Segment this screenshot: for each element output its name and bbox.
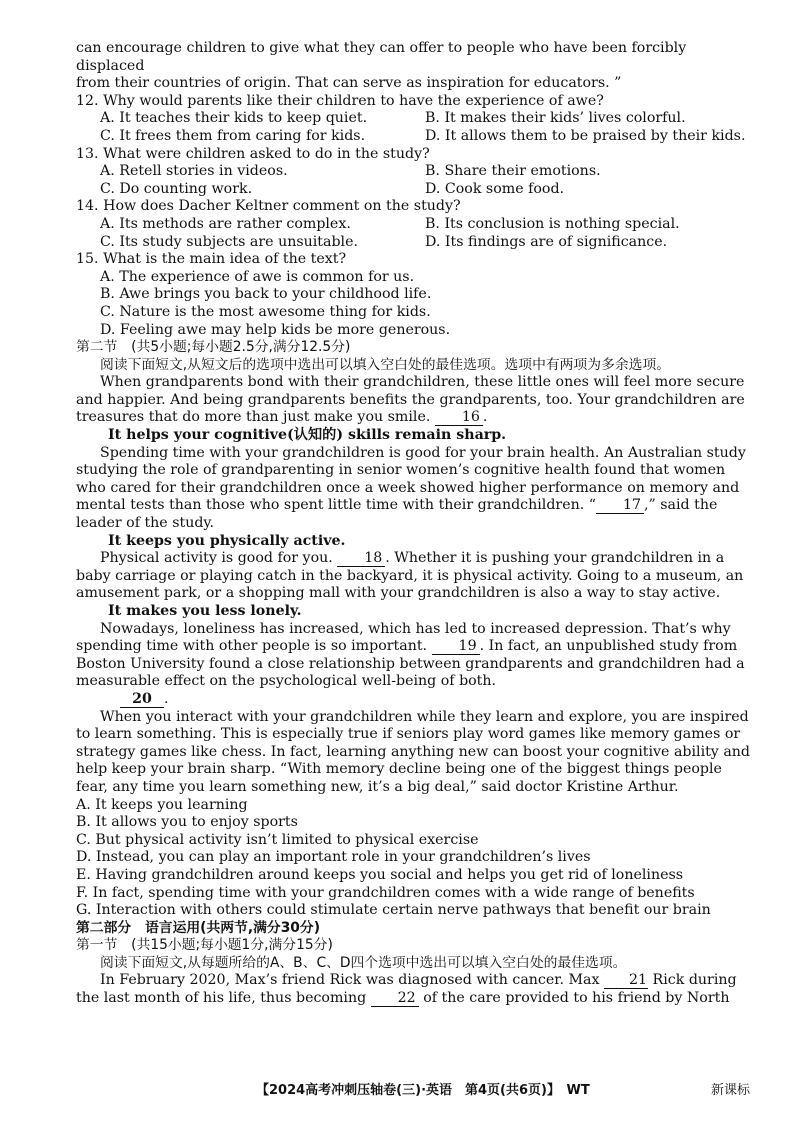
paragraph-1 (76, 374, 750, 427)
blank-18: 18 (337, 551, 385, 567)
paragraph-2 (76, 445, 750, 533)
option-b: B. It makes their kids’ lives colorful. (425, 110, 686, 127)
paragraph-4 (76, 621, 750, 691)
option-c: C. Nature is the most awesome thing for kids. (100, 303, 431, 320)
options (76, 163, 750, 198)
paragraph-text: Nowadays, loneliness has increased, which has led to increased depression. That’s why spending time with other people is so important. (76, 620, 731, 655)
passage-continuation (76, 40, 750, 93)
seven-choose-five-passage (76, 374, 750, 796)
part-2-heading: 第二部分 语言运用(共两节,满分30分) (76, 919, 321, 936)
continuation-line-2: from their countries of origin. That can serve as inspiration for educators. ” (76, 75, 622, 92)
option-c: C. It frees them from caring for kids. (100, 127, 366, 144)
answer-choices (76, 797, 750, 920)
option-d: D. Its findings are of significance. (425, 233, 668, 250)
options (76, 269, 750, 339)
page-footer (76, 1082, 750, 1100)
option-d: D. It allows them to be praised by their kids. (425, 127, 746, 144)
question-15 (76, 251, 750, 339)
paragraph-text: When grandparents bond with their grandchildren, these little ones will feel more secure and happier. And being grandparents benefits the grandparents, too. Your grandchildren are treasures that do more than just make you smile. (76, 374, 745, 426)
subheading-blank-line (76, 691, 750, 709)
paragraph-text-end: ,” said the leader of the study. (76, 497, 718, 532)
choice-d: D. Instead, you can play an important role in your grandchildren’s lives (76, 849, 591, 866)
continuation-line-1: can encourage children to give what they can offer to people who have been forcibly displaced (76, 40, 687, 74)
choice-g: G. Interaction with others could stimulate certain nerve pathways that benefit our brain (76, 902, 711, 919)
question-stem: 12. Why would parents like their children to have the experience of awe? (76, 92, 604, 109)
option-a: A. The experience of awe is common for us. (100, 268, 415, 285)
blank-22: 22 (371, 991, 419, 1007)
question-stem: 13. What were children asked to do in the study? (76, 145, 430, 162)
option-a: A. It teaches their kids to keep quiet. (100, 110, 368, 127)
paragraph-5: When you interact with your grandchildren while they learn and explore, you are inspired to learn something. This is especially true if seniors play word games like memory games or strategy games like chess. In fact, learning anything new can boost your cognitive ability and help keep your brain sharp. “With memory decline being one of the biggest things people fear, any time you learn something new, it’s a big deal,” said doctor Kristine Arthur. (76, 708, 751, 795)
cloze-text: Rick during the last month of his life, thus becoming (76, 972, 737, 1007)
blank-19: 19 (432, 639, 480, 655)
options (76, 110, 750, 145)
paragraph-text-end: . (482, 409, 488, 426)
question-stem: 15. What is the main idea of the text? (76, 251, 347, 268)
choice-c: C. But physical activity isn’t limited to physical exercise (76, 831, 479, 848)
choice-b: B. It allows you to enjoy sports (76, 814, 298, 831)
option-b: B. Awe brings you back to your childhood life. (100, 286, 432, 303)
option-c: C. Its study subjects are unsuitable. (100, 233, 358, 250)
question-12 (76, 93, 750, 146)
subheading-2: It keeps you physically active. (108, 532, 346, 549)
cloze-text: In February 2020, Max’s friend Rick was diagnosed with cancer. Max (100, 972, 600, 989)
footer-edition: 新课标 (710, 1083, 750, 1098)
choice-e: E. Having grandchildren around keeps you social and helps you get rid of loneliness (76, 866, 684, 883)
part-2-instruction: 阅读下面短文,从每题所给的A、B、C、D四个选项中选出可以填入空白处的最佳选项。 (100, 954, 627, 971)
paragraph-text: Physical activity is good for you. (100, 550, 333, 567)
subheading-3: It makes you less lonely. (108, 603, 302, 619)
choice-f: F. In fact, spending time with your grandchildren comes with a wide range of benefits (76, 884, 695, 901)
section-2-heading: 第二节 (共5小题;每小题2.5分,满分12.5分) (76, 339, 351, 356)
option-d: D. Feeling awe may help kids be more generous. (100, 321, 451, 338)
option-b: B. Share their emotions. (425, 163, 601, 180)
cloze-paragraph (76, 972, 750, 1007)
question-stem: 14. How does Dacher Keltner comment on the study? (76, 198, 461, 215)
blank-20-period: . (164, 690, 169, 707)
option-d: D. Cook some food. (425, 180, 565, 197)
option-a: A. Retell stories in videos. (100, 163, 288, 180)
paragraph-text: Spending time with your grandchildren is good for your brain health. An Australian study studying the role of grandparenting in senior women’s cognitive health found that women who cared for their grandchildren once a week showed higher performance on memory and mental tests than those who spent little time with their grandchildren. “ (76, 444, 746, 514)
option-a: A. Its methods are rather complex. (100, 215, 351, 232)
options (76, 216, 750, 251)
option-c: C. Do counting work. (100, 180, 253, 197)
blank-17: 17 (596, 498, 644, 514)
choice-a: A. It keeps you learning (76, 796, 248, 813)
section-2-instruction: 阅读下面短文,从短文后的选项中选出可以填入空白处的最佳选项。选项中有两项为多余选项。 (100, 356, 671, 373)
paragraph-text-end: . Whether it is pushing your grandchildren in a baby carriage or playing catch in the backyard, it is physical activity. Going to a museum, an amusement park, or a shopping mall with your grandchildren is also a way to stay active. (76, 550, 744, 602)
blank-20: 20 (120, 692, 164, 708)
blank-16: 16 (435, 410, 483, 426)
question-13 (76, 146, 750, 199)
cloze-text: of the care provided to his friend by North (423, 990, 730, 1007)
footer-exam-info: 【2024高考冲刺压轴卷(三)·英语 第4页(共6页)】 WT (256, 1083, 590, 1098)
paragraph-3 (76, 550, 750, 603)
part-2-section-1-heading: 第一节 (共15小题;每小题1分,满分15分) (76, 937, 333, 954)
blank-21: 21 (604, 973, 648, 989)
paragraph-text-end: . In fact, an unpublished study from Boston University found a close relationship between grandparents and grandchildren had a measurable effect on the psychological well-being of both. (76, 638, 745, 690)
question-14 (76, 198, 750, 251)
option-b: B. Its conclusion is nothing special. (425, 215, 680, 232)
subheading-1: It helps your cognitive(认知的) skills remain sharp. (108, 427, 507, 444)
